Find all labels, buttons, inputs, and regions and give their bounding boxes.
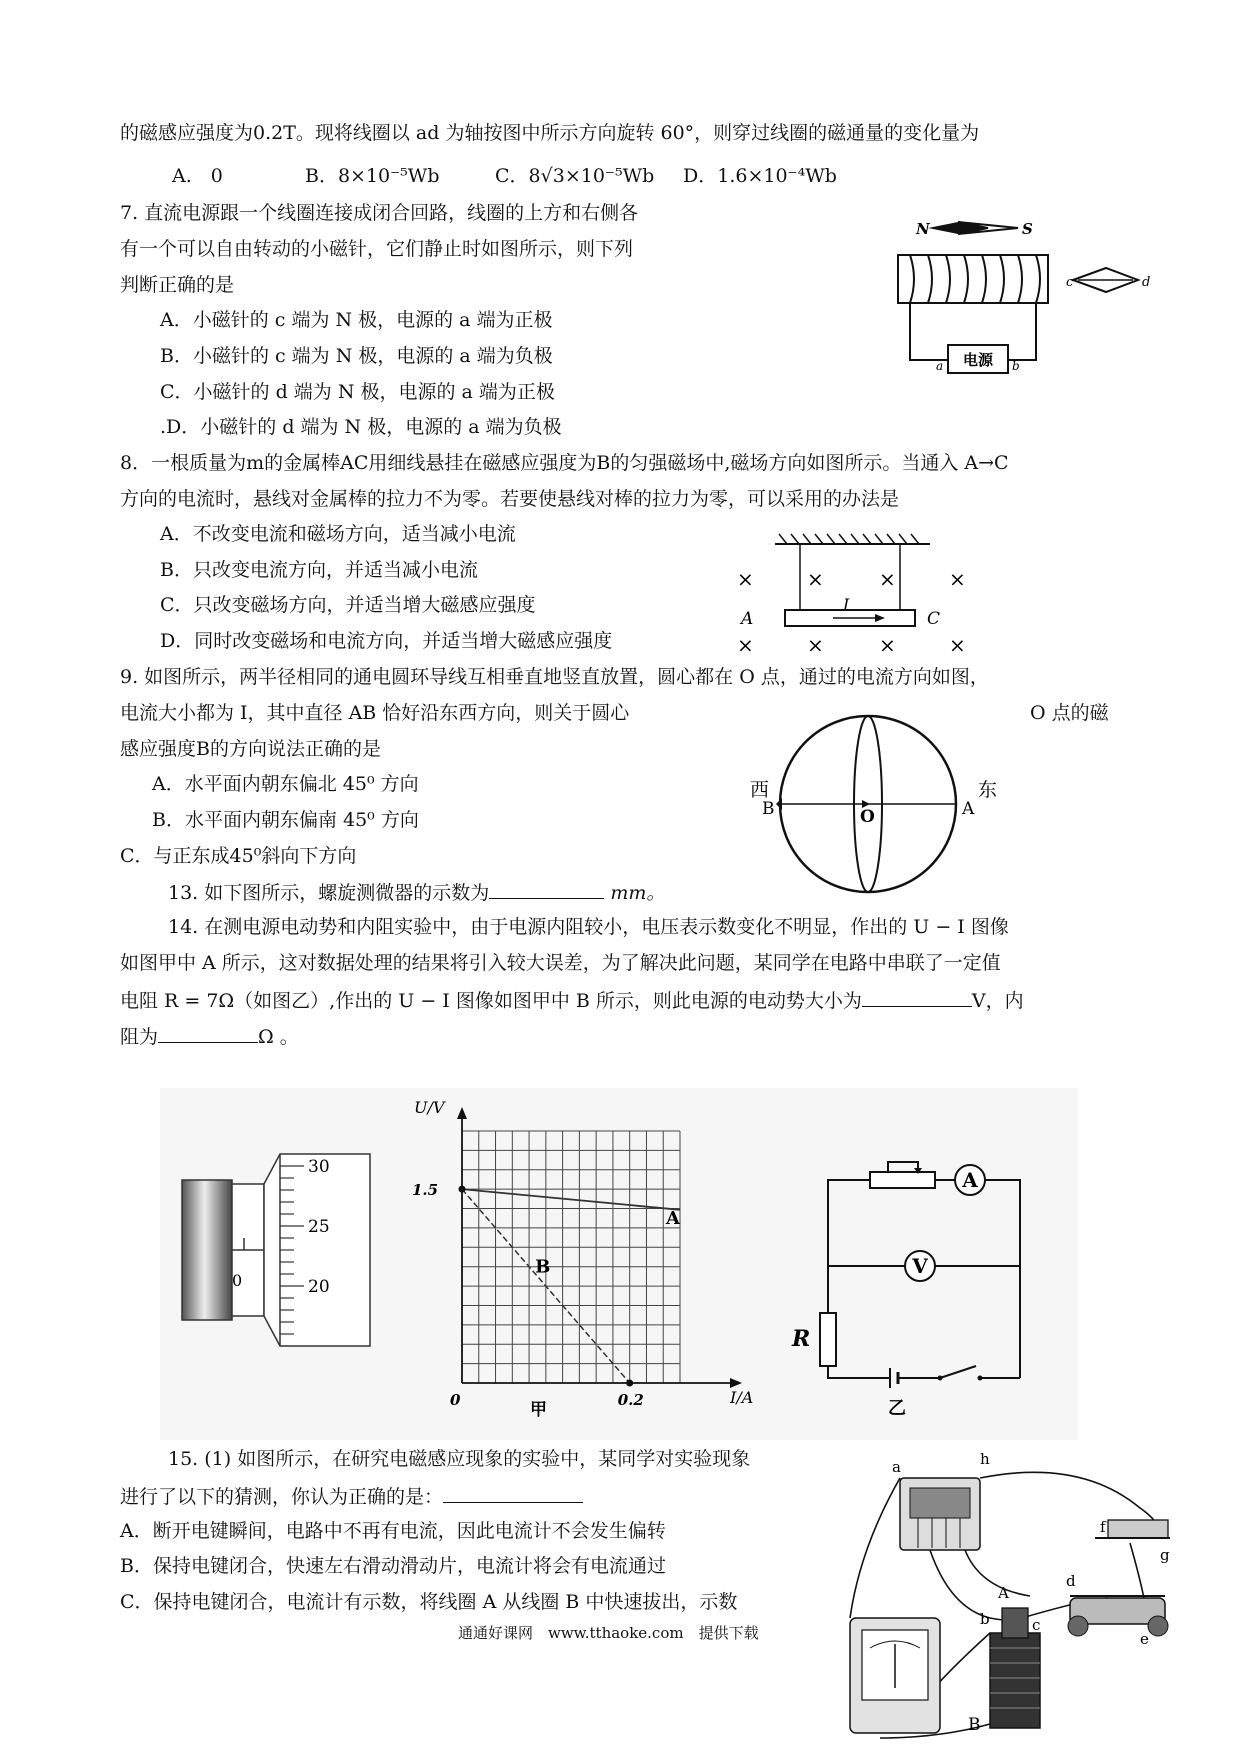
circuit-figure: [790, 1148, 1030, 1418]
q6-option-d: D．1.6×10⁻⁴Wb: [683, 165, 837, 187]
micrometer-sleeve: [182, 1180, 232, 1320]
label-c-lower: c: [1032, 1616, 1041, 1634]
label-d-lower: d: [1066, 1572, 1076, 1590]
label-g: g: [1160, 1546, 1170, 1564]
q14-line2: 如图甲中 A 所示，这对数据处理的结果将引入较大误差，为了解决此问题，某同学在电路中串联了一定值: [120, 952, 1001, 974]
q8-option-d: D．同时改变磁场和电流方向，并适当增大磁感应强度: [160, 630, 613, 652]
q7-option-c: C．小磁针的 d 端为 N 极，电源的 a 端为正极: [160, 381, 555, 403]
q14-line1: 14. 在测电源电动势和内阻实验中，由于电源内阻较小，电压表示数变化不明显，作出的 U − I 图像: [168, 916, 1009, 938]
voltmeter-label: V: [912, 1254, 928, 1278]
q8-option-a: A．不改变电流和磁场方向，适当减小电流: [160, 523, 516, 545]
circuit-caption: 乙: [888, 1398, 906, 1418]
y-tick-label: 1.5: [412, 1181, 439, 1200]
thimble-label-25: 25: [308, 1217, 330, 1237]
ammeter-label: A: [962, 1168, 978, 1192]
q9-line2b: O 点的磁: [1030, 702, 1109, 724]
q15-option-b: B．保持电键闭合，快速左右滑动滑动片，电流计将会有电流通过: [120, 1555, 666, 1577]
x-axis-arrow: [730, 1378, 742, 1388]
x-intercept-point: [626, 1380, 633, 1387]
q9-line2a: 电流大小都为 I，其中直径 AB 恰好沿东西方向，则关于圆心: [120, 702, 630, 724]
q13-answer-blank[interactable]: [489, 878, 604, 899]
q7-line3: 判断正确的是: [120, 274, 235, 296]
q7-coil-figure: [888, 210, 1173, 390]
x-axis-label: I/A: [730, 1388, 754, 1407]
coil-windings: [910, 255, 1040, 303]
label-west: 西: [750, 779, 770, 801]
resistor-r: [820, 1313, 836, 1366]
coil-body: [898, 255, 1048, 303]
resistor-label: R: [792, 1326, 811, 1352]
label-coil-a: A: [998, 1584, 1009, 1602]
label-e-lower: e: [1140, 1630, 1149, 1648]
thimble-label-20: 20: [308, 1277, 330, 1297]
label-o: O: [860, 807, 875, 827]
q15-answer-blank[interactable]: [443, 1482, 583, 1503]
chart-grid: [462, 1131, 680, 1383]
label-a: A: [962, 799, 975, 819]
q14-line4: 阻为 Ω 。: [120, 1022, 299, 1050]
origin-label: 0: [450, 1391, 461, 1409]
label-b: B: [762, 799, 775, 819]
q7-option-a: A．小磁针的 c 端为 N 极，电源的 a 端为正极: [160, 309, 553, 331]
q7-line2: 有一个可以自由转动的小磁针，它们静止时如图所示，则下列: [120, 238, 634, 260]
svg-text:×: ×: [807, 567, 824, 591]
micrometer-zero: 0: [232, 1271, 243, 1290]
power-source-label: 电源: [962, 351, 994, 369]
q15-option-c: C．保持电键闭合，电流计有示数，将线圈 A 从线圈 B 中快速拔出，示数: [120, 1591, 738, 1613]
q7-option-d: .D．小磁针的 d 端为 N 极，电源的 a 端为负极: [160, 416, 562, 438]
label-n: N: [916, 220, 930, 238]
series-a-line: [462, 1189, 680, 1210]
q15-induction-apparatus: [840, 1448, 1180, 1748]
q8-line2: 方向的电流时，悬线对金属棒的拉力不为零。若要使悬线对棒的拉力为零，可以采用的办法是: [120, 488, 900, 510]
coil-a: [1002, 1608, 1028, 1638]
footer-source: 通通好课网 www.tthaoke.com 提供下载: [458, 1624, 759, 1642]
u-i-chart: [390, 1095, 780, 1420]
label-b-lower: b: [980, 1610, 990, 1628]
q9-option-c: C．与正东成45⁰斜向下方向: [120, 845, 357, 867]
q6-tail: 的磁感应强度为0.2T。现将线圈以 ad 为轴按图中所示方向旋转 60°，则穿过线圈的磁通量的变化量为: [120, 122, 980, 144]
label-a: A: [741, 609, 754, 629]
switch: [940, 1366, 976, 1378]
label-f: f: [1100, 1518, 1106, 1536]
q6-option-b: B．8×10⁻⁵Wb: [305, 165, 440, 187]
q8-option-b: B．只改变电流方向，并适当减小电流: [160, 559, 478, 581]
y-intercept-point: [459, 1186, 466, 1193]
y-axis-label: U/V: [414, 1098, 445, 1117]
q13-line: 13. 如下图所示，螺旋测微器的示数为 mm。: [168, 878, 665, 906]
label-a-lower: a: [892, 1458, 901, 1476]
label-b: b: [1012, 359, 1020, 373]
label-coil-b: B: [968, 1715, 981, 1735]
q15-option-a: A．断开电键瞬间，电路中不再有电流，因此电流计不会发生偏转: [120, 1520, 666, 1542]
series-a-label: A: [666, 1207, 680, 1229]
q8-rod-figure: [735, 530, 980, 655]
label-a: a: [936, 359, 944, 373]
rheostat: [870, 1172, 935, 1188]
chart-caption: 甲: [530, 1400, 547, 1420]
label-h: h: [980, 1450, 990, 1468]
q9-line1: 9. 如图所示，两半径相同的通电圆环导线互相垂直地竖直放置，圆心都在 O 点，通过的电流方向如图，: [120, 666, 989, 688]
q9-line3: 感应强度B的方向说法正确的是: [120, 738, 381, 760]
label-s: S: [1022, 220, 1033, 238]
y-axis-arrow: [457, 1107, 467, 1119]
svg-text:×: ×: [879, 567, 896, 591]
q15-line2: 进行了以下的猜测，你认为正确的是：: [120, 1482, 583, 1510]
q14-emf-blank[interactable]: [862, 986, 972, 1007]
svg-text:×: ×: [807, 633, 824, 655]
svg-text:×: ×: [949, 567, 966, 591]
label-east: 东: [978, 779, 998, 801]
thimble-label-30: 30: [308, 1157, 330, 1177]
svg-text:×: ×: [879, 633, 896, 655]
svg-text:×: ×: [949, 633, 966, 655]
q8-option-c: C．只改变磁场方向，并适当增大磁感应强度: [160, 594, 536, 616]
label-c: c: [1066, 275, 1074, 290]
svg-text:×: ×: [737, 567, 754, 591]
current-arrow: [875, 614, 885, 622]
svg-text:×: ×: [737, 633, 754, 655]
q14-resistance-blank[interactable]: [158, 1022, 258, 1043]
q7-option-b: B．小磁针的 c 端为 N 极，电源的 a 端为负极: [160, 345, 553, 367]
micrometer-figure: [180, 1150, 380, 1350]
q6-option-a: A. 0: [172, 165, 223, 187]
q8-line1: 8．一根质量为m的金属棒AC用细线悬挂在磁感应强度为B的匀强磁场中,磁场方向如图所示。当通入 A→C: [120, 452, 1009, 474]
q6-option-c: C．8√3×10⁻⁵Wb: [495, 165, 655, 187]
x-tick-label: 0.2: [617, 1391, 644, 1409]
q14-line3: 电阻 R = 7Ω（如图乙）,作出的 U − I 图像如图甲中 B 所示，则此电源的电动势大小为 V，内: [120, 986, 1024, 1014]
coil-b: [990, 1633, 1040, 1728]
q15-line1: 15. (1) 如图所示，在研究电磁感应现象的实验中，某同学对实验现象: [168, 1448, 751, 1470]
q9-rings-figure: [740, 710, 1000, 895]
q9-option-b: B．水平面内朝东偏南 45⁰ 方向: [152, 809, 419, 831]
label-i: I: [843, 595, 850, 614]
key-switch: [1108, 1520, 1168, 1538]
ceiling-hatch: [779, 534, 919, 544]
label-d: d: [1142, 275, 1151, 290]
series-b-label: B: [535, 1256, 551, 1278]
label-c: C: [927, 609, 941, 629]
q9-option-a: A．水平面内朝东偏北 45⁰ 方向: [152, 773, 419, 795]
q7-line1: 7. 直流电源跟一个线圈连接成闭合回路，线圈的上方和右侧各: [120, 202, 639, 224]
